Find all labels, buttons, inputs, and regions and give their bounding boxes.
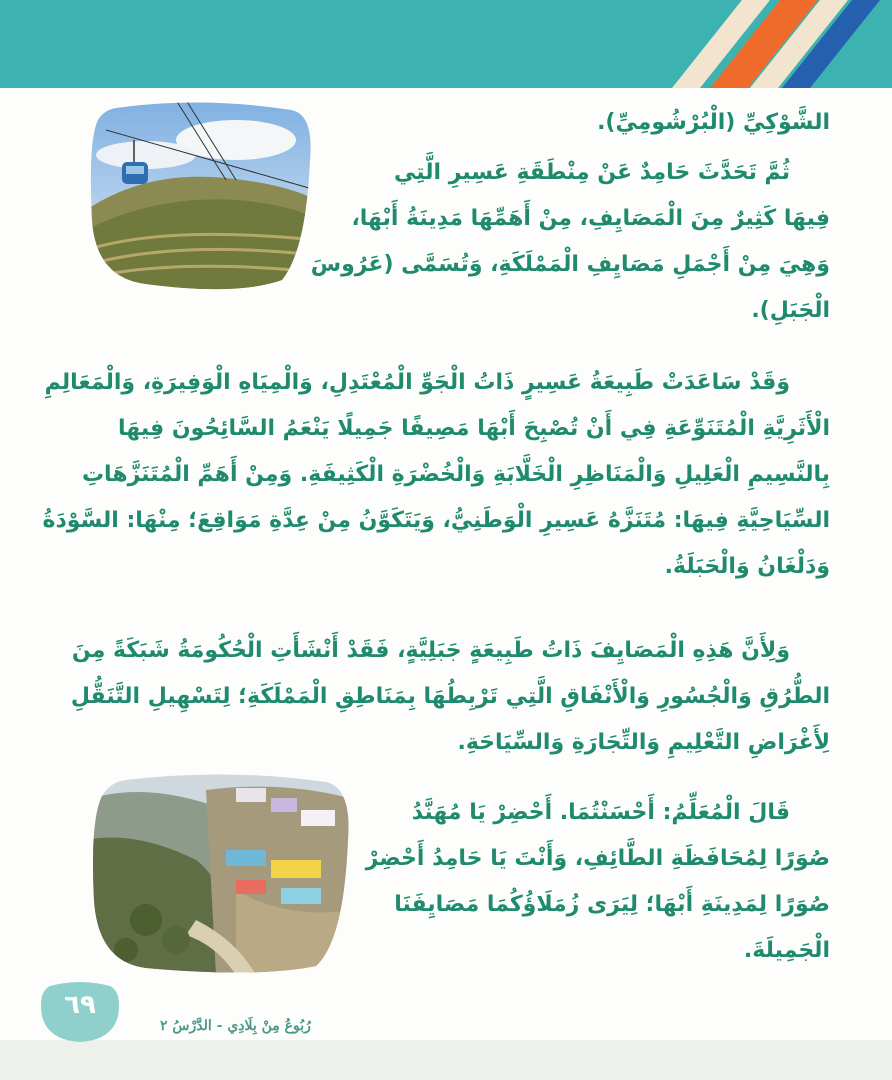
text-line: صُوَرًا لِمُحَافَظَةِ الطَّائِفِ، وَأَنْتَ يَا حَامِدُ أَحْضِرْ [365,846,830,871]
text-line: وَهِيَ مِنْ أَجْمَلِ مَصَايِفِ الْمَمْلَكَةِ، وَتُسَمَّى (عَرُوسَ [310,252,830,277]
page-number: ٦٩ [64,990,96,1020]
text-line: بِالنَّسِيمِ الْعَلِيلِ وَالْمَنَاظِرِ الْخَلَّابَةِ وَالْخُضْرَةِ الْكَثِيفَةِ. وَمِنْ أَهَمِّ الْمُتَنَزَّهَاتِ [81,462,830,487]
header-stripes [532,0,892,88]
paragraph-5 [365,790,830,974]
text-line: الشَّوْكِيِّ (الْبُرْشُومِيِّ). [597,110,830,135]
text-line: الْجَمِيلَةَ. [743,938,830,963]
text-line: الْجَبَلِ). [751,298,830,323]
text-line: قَالَ الْمُعَلِّمُ: أَحْسَنْتُمَا. أَحْضِرْ يَا مُهَنَّدُ [411,800,790,825]
paragraph-3 [42,360,830,590]
text-line: وَقَدْ سَاعَدَتْ طَبِيعَةُ عَسِيرٍ ذَاتُ الْجَوِّ الْمُعْتَدِلِ، وَالْمِيَاهِ الْوَفِيرَةِ، وَالْمَعَالِمِ [44,370,790,395]
text-line: ثُمَّ تَحَدَّثَ حَامِدٌ عَنْ مِنْطَقَةِ عَسِيرِ الَّتِي [394,160,790,185]
text-line: الْأَثَرِيَّةِ الْمُتَنَوِّعَةِ فِي أَنْ تُصْبِحَ أَبْهَا مَصِيفًا جَمِيلًا يَنْعَمُ السَّائِحُونَ فِيهَا [118,416,830,441]
mountain-village-photo [86,770,356,975]
text-line: وَلِأَنَّ هَذِهِ الْمَصَايِفَ ذَاتُ طَبِيعَةٍ جَبَلِيَّةٍ، فَقَدْ أَنْشَأَتِ الْحُكُومَةُ شَبَكَةً مِنَ [71,638,790,663]
cable-car-photo [86,100,316,290]
paragraph-4 [60,628,830,766]
text-line: لِأَغْرَاضِ التَّعْلِيمِ وَالتِّجَارَةِ وَالسِّيَاحَةِ. [457,730,830,755]
paragraph-1 [370,100,830,146]
text-line: السِّيَاحِيَّةِ فِيهَا: مُتَنَزَّهُ عَسِيرِ الْوَطَنِيُّ، وَيَتَكَوَّنُ مِنْ عِدَّةِ مَوَاقِعَ؛ مِنْهَا: السَّوْدَةُ [42,508,830,533]
text-line: صُوَرًا لِمَدِينَةِ أَبْهَا؛ لِيَرَى زُمَلَاؤُكُمَا مَصَايِفَنَا [394,892,830,917]
text-line: فِيهَا كَثِيرٌ مِنَ الْمَصَايِفِ، مِنْ أَهَمِّهَا مَدِينَةُ أَبْهَا، [351,206,830,231]
footer-lesson-title: رُبُوعُ مِنْ بِلَادِي - الدَّرْسُ ٢ [160,1018,311,1034]
text-line: الطُّرُقِ وَالْجُسُورِ وَالْأَنْفَاقِ الَّتِي تَرْبِطُهَا بِمَنَاطِقِ الْمَمْلَكَةِ؛ لِتَسْهِيلِ التَّنَقُّلِ [70,684,830,709]
paragraph-2 [310,150,830,334]
text-line: وَدَلْغَانُ وَالْحَبَلَةُ. [664,554,830,579]
footer-band [0,1040,892,1080]
